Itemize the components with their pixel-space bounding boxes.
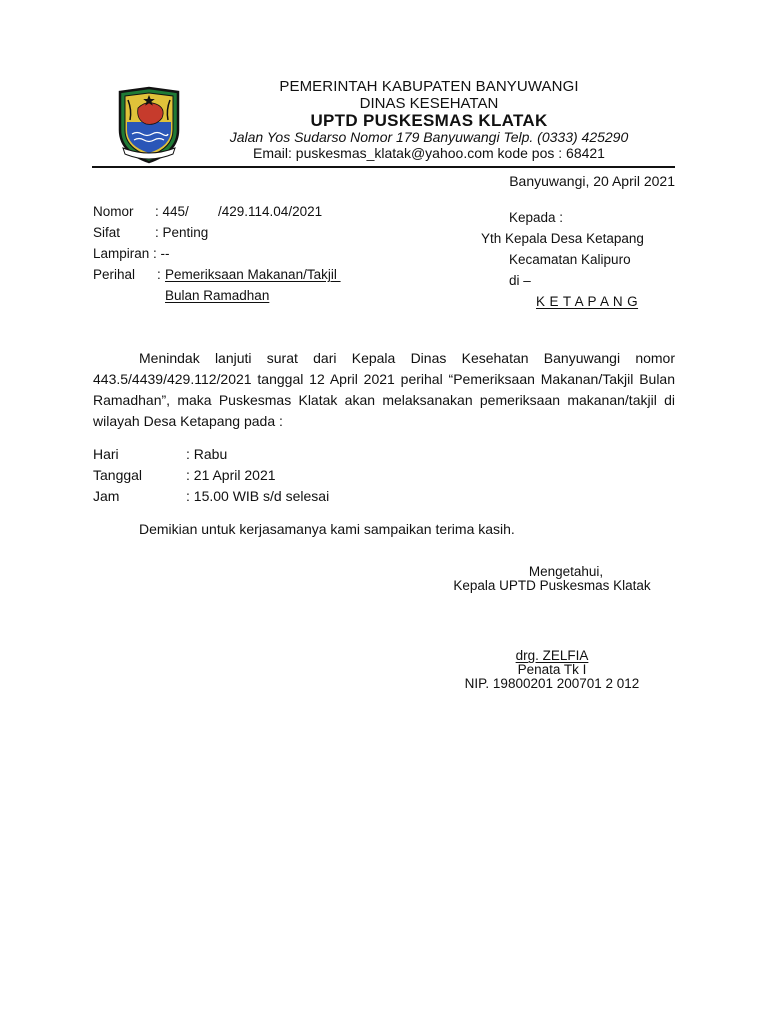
- recipient-kepada: Kepada :: [509, 210, 564, 225]
- nomor-label: Nomor: [93, 204, 134, 219]
- closing-sentence: Demikian untuk kerjasamanya kami sampaikan terima kasih.: [139, 521, 515, 537]
- recipient-place: K E T A P A N G: [536, 294, 639, 309]
- signature-nip: NIP. 19800201 200701 2 012: [464, 676, 640, 691]
- recipient-kecamatan: Kecamatan Kalipuro: [509, 252, 631, 267]
- signature-rank: Penata Tk I: [517, 662, 587, 677]
- nomor-value: : 445/: [155, 204, 189, 219]
- signature-position: Kepala UPTD Puskesmas Klatak: [453, 578, 651, 593]
- signature-name-text: drg. ZELFIA: [515, 648, 589, 663]
- letterhead-email: Email: puskesmas_klatak@yahoo.com kode pos : 68421: [253, 145, 605, 161]
- schedule-date-label: Tanggal: [93, 467, 143, 483]
- nomor-suffix: /429.114.04/2021: [218, 204, 323, 219]
- perihal-label: Perihal: [93, 267, 136, 282]
- schedule-day-label: Hari: [93, 446, 119, 462]
- recipient-di: di –: [509, 273, 531, 288]
- letterhead-government: PEMERINTAH KABUPATEN BANYUWANGI: [279, 78, 579, 95]
- signature-mengetahui: Mengetahui,: [528, 564, 604, 579]
- letterhead-department: DINAS KESEHATAN: [359, 95, 499, 112]
- recipient-yth: Yth Kepala Desa Ketapang: [481, 231, 644, 246]
- perihal-subject-line2: Bulan Ramadhan: [165, 288, 270, 303]
- perihal-colon: :: [157, 267, 161, 282]
- lampiran-line: Lampiran : --: [93, 246, 170, 261]
- banyuwangi-regency-crest-icon: [116, 86, 182, 164]
- letterhead-divider: [92, 166, 675, 168]
- perihal-subject-line1: Pemeriksaan Makanan/Takjil: [165, 267, 341, 282]
- body-paragraph: Menindak lanjuti surat dari Kepala Dinas Kesehatan Banyuwangi nomor 443.5/4439/429.112/2021 tanggal 12 April 2021 perihal “Pemeriksaan Makanan/Takjil Bulan Ramadhan”, maka Puskesmas Klatak akan melaksanakan pemeriksaan makanan/takjil di wilayah Desa Ketapang pada :: [93, 350, 675, 429]
- schedule-time-label: Jam: [93, 488, 120, 504]
- sifat-label: Sifat: [93, 225, 121, 240]
- letterhead-address: Jalan Yos Sudarso Nomor 179 Banyuwangi Telp. (0333) 425290: [229, 129, 629, 145]
- letter-date: Banyuwangi, 20 April 2021: [509, 173, 675, 189]
- schedule-date-value: : 21 April 2021: [186, 467, 276, 483]
- sifat-value: : Penting: [155, 225, 209, 240]
- schedule-day-value: : Rabu: [186, 446, 228, 462]
- schedule-time-value: : 15.00 WIB s/d selesai: [186, 488, 330, 504]
- letterhead-institution: UPTD PUSKESMAS KLATAK: [310, 111, 548, 130]
